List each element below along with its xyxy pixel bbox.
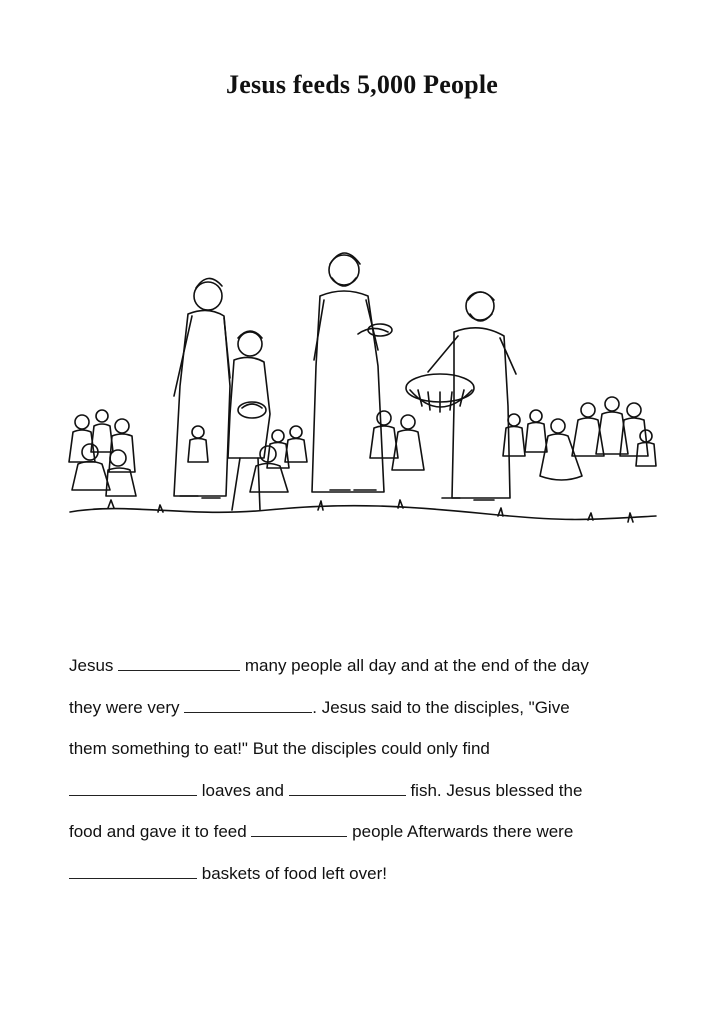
worksheet-line-3 <box>69 737 669 779</box>
worksheet-line-5 <box>69 820 669 862</box>
text-segment: food and gave it to feed <box>69 822 247 841</box>
answer-blank-6[interactable] <box>69 863 197 879</box>
text-segment: them something to eat!" But the disciples could only find <box>69 739 490 758</box>
page-title: Jesus feeds 5,000 People <box>226 70 498 99</box>
answer-blank-3[interactable] <box>69 780 197 796</box>
text-segment: many people all day and at the end of the day <box>244 656 589 675</box>
worksheet-line-4 <box>69 779 669 821</box>
worksheet-line-1 <box>69 654 669 696</box>
text-segment: loaves and <box>201 780 284 800</box>
answer-blank-5[interactable] <box>251 821 347 837</box>
text-segment: . Jesus said to the disciples, "Give <box>312 697 570 717</box>
text-segment: Jesus <box>69 656 114 675</box>
text-segment: people Afterwards there were <box>352 822 574 841</box>
text-segment: fish. Jesus blessed the <box>410 780 583 800</box>
worksheet-line-6 <box>69 862 669 904</box>
answer-blank-2[interactable] <box>184 697 312 713</box>
text-segment: baskets of food left over! <box>201 863 387 883</box>
worksheet-line-2 <box>69 696 669 738</box>
answer-blank-1[interactable] <box>118 655 240 671</box>
answer-blank-4[interactable] <box>289 780 406 796</box>
text-segment: they were very <box>69 697 180 717</box>
illustration-jesus-feeds-crowd-icon <box>68 240 658 540</box>
fill-in-the-blank-worksheet <box>69 654 669 903</box>
